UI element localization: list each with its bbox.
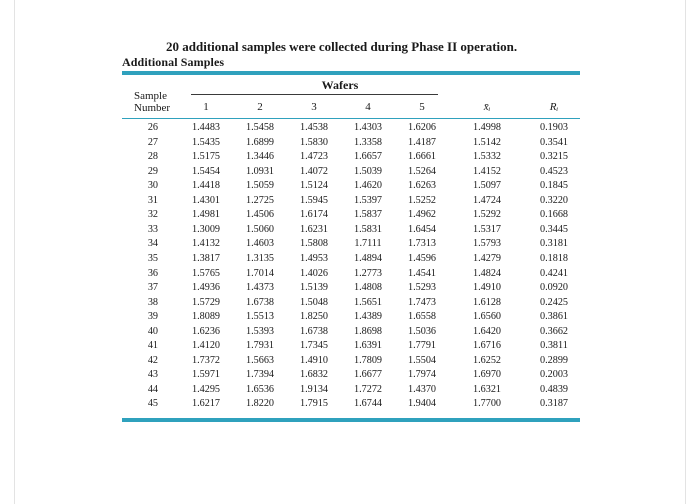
table-row (0, 398, 700, 412)
wafer-4-cell: 1.7809 (353, 354, 382, 366)
sample-range-cell: 0.4839 (539, 383, 568, 395)
wafer-5-cell: 1.7313 (407, 238, 436, 250)
wafer-4-cell: 1.7111 (354, 238, 382, 250)
wafer-2-cell: 1.7014 (245, 267, 274, 279)
wafer-3-cell: 1.4723 (299, 151, 328, 163)
wafer-4-cell: 1.4808 (353, 282, 382, 294)
wafer-2-cell: 1.4373 (245, 282, 274, 294)
sample-number-cell: 45 (147, 398, 158, 410)
sample-mean-cell: 1.5332 (472, 151, 501, 163)
sample-mean-cell: 1.6252 (472, 354, 501, 366)
sample-mean-cell: 1.6716 (472, 340, 501, 352)
wafer-5-cell: 1.4596 (407, 252, 436, 264)
wafer-5-cell: 1.5504 (407, 354, 436, 366)
wafer-3-cell: 1.9134 (299, 383, 328, 395)
sample-number-cell: 29 (147, 165, 158, 177)
table-row (0, 282, 700, 296)
table-row (0, 137, 700, 151)
wafer-3-cell: 1.4026 (299, 267, 328, 279)
wafer-1-cell: 1.5175 (191, 151, 220, 163)
wafer-5-cell: 1.7791 (407, 340, 436, 352)
wafer-2-cell: 1.4506 (245, 209, 274, 221)
sample-range-cell: 0.3445 (539, 223, 568, 235)
wafer-2-cell: 1.6536 (245, 383, 274, 395)
wafer-5-cell: 1.4962 (407, 209, 436, 221)
wafer-1-cell: 1.3817 (191, 252, 220, 264)
wafer-1-cell: 1.7372 (191, 354, 220, 366)
table-row (0, 224, 700, 238)
sample-header-line2: Number (134, 102, 171, 114)
wafer-5-cell: 1.6558 (407, 311, 436, 323)
wafer-5-cell: 1.5036 (407, 325, 436, 337)
wafer-2-cell: 1.8220 (245, 398, 274, 410)
sample-number-cell: 33 (147, 223, 158, 235)
sample-mean-cell: 1.4824 (472, 267, 501, 279)
sample-mean-cell: 1.5317 (472, 223, 501, 235)
table-row (0, 238, 700, 252)
wafer-3-cell: 1.5139 (299, 282, 328, 294)
wafer-1-cell: 1.4936 (191, 282, 220, 294)
table-row (0, 369, 700, 383)
sample-mean-cell: 1.7700 (472, 398, 501, 410)
sample-range-cell: 0.2425 (539, 296, 568, 308)
wafer-3-cell: 1.5048 (299, 296, 328, 308)
sample-number-cell: 36 (147, 267, 158, 279)
table-row (0, 209, 700, 223)
wafer-3-cell: 1.6832 (299, 369, 328, 381)
wafer-4-cell: 1.5397 (353, 194, 382, 206)
wafers-group-rule (191, 94, 438, 95)
column-header-sample-range: Rᵢ (549, 101, 559, 113)
wafer-2-cell: 1.5060 (245, 223, 274, 235)
wafer-1-cell: 1.4483 (191, 122, 220, 133)
sample-range-cell: 0.3811 (540, 340, 568, 352)
page-heading: 20 additional samples were collected during Phase II operation. (166, 39, 518, 54)
wafer-1-cell: 1.8089 (191, 311, 220, 323)
wafer-5-cell: 1.5293 (407, 282, 436, 294)
wafer-5-cell: 1.9404 (407, 398, 436, 410)
sample-number-cell: 43 (147, 369, 158, 381)
wafer-1-cell: 1.6236 (191, 325, 220, 337)
sample-number-cell: 31 (147, 194, 158, 206)
table-row (0, 355, 700, 369)
wafer-2-cell: 1.5458 (245, 122, 274, 133)
table-row (0, 253, 700, 267)
wafer-3-cell: 1.6738 (299, 325, 328, 337)
wafer-5-cell: 1.4370 (407, 383, 436, 395)
table-row (0, 268, 700, 282)
wafer-1-cell: 1.4295 (191, 383, 220, 395)
sample-mean-cell: 1.5142 (472, 136, 501, 148)
wafer-2-cell: 1.5059 (245, 180, 274, 192)
wafer-4-cell: 1.5039 (353, 165, 382, 177)
sample-number-cell: 39 (147, 311, 158, 323)
wafer-4-cell: 1.2773 (353, 267, 382, 279)
table-row (0, 340, 700, 354)
wafer-4-cell: 1.6677 (353, 369, 382, 381)
table-row (0, 180, 700, 194)
sample-range-cell: 0.2003 (539, 369, 568, 381)
sample-range-cell: 0.4523 (539, 165, 568, 177)
wafer-1-cell: 1.4301 (191, 194, 220, 206)
wafer-4-cell: 1.8698 (353, 325, 382, 337)
wafer-5-cell: 1.5264 (407, 165, 436, 177)
wafer-4-cell: 1.4303 (353, 122, 382, 133)
wafer-4-cell: 1.4894 (353, 252, 382, 264)
sample-number-cell: 35 (147, 252, 158, 264)
wafer-4-cell: 1.6744 (353, 398, 382, 410)
sample-mean-cell: 1.5793 (472, 238, 501, 250)
wafer-2-cell: 1.5513 (245, 311, 274, 323)
table-caption: Additional Samples (122, 55, 225, 69)
wafer-1-cell: 1.6217 (191, 398, 220, 410)
table-row (0, 166, 700, 180)
sample-range-cell: 0.0920 (539, 282, 568, 294)
sample-number-cell: 27 (147, 136, 158, 148)
sample-mean-cell: 1.5097 (472, 180, 501, 192)
column-header-wafer-4: 4 (365, 101, 371, 113)
sample-number-cell: 26 (147, 122, 158, 133)
sample-range-cell: 0.3541 (539, 136, 568, 148)
wafer-2-cell: 1.0931 (245, 165, 274, 177)
wafer-3-cell: 1.5830 (299, 136, 328, 148)
sample-range-cell: 0.3187 (539, 398, 568, 410)
table-row (0, 326, 700, 340)
column-header-wafer-2: 2 (257, 101, 263, 113)
wafer-2-cell: 1.4603 (245, 238, 274, 250)
wafer-2-cell: 1.3446 (245, 151, 274, 163)
wafer-5-cell: 1.5252 (407, 194, 436, 206)
column-header-wafer-1: 1 (203, 101, 209, 113)
table-row (0, 151, 700, 165)
sample-range-cell: 0.1903 (539, 122, 568, 133)
sample-number-cell: 44 (147, 383, 158, 395)
sample-mean-cell: 1.4998 (472, 122, 501, 133)
wafer-1-cell: 1.5765 (191, 267, 220, 279)
header-bottom-rule (122, 118, 580, 119)
wafer-2-cell: 1.7394 (245, 369, 274, 381)
wafer-4-cell: 1.6391 (353, 340, 382, 352)
sample-mean-cell: 1.5292 (472, 209, 501, 221)
sample-range-cell: 0.3662 (539, 325, 568, 337)
sample-mean-cell: 1.6321 (472, 383, 501, 395)
wafer-5-cell: 1.7974 (407, 369, 436, 381)
wafer-1-cell: 1.5435 (191, 136, 220, 148)
wafer-1-cell: 1.4418 (191, 180, 220, 192)
sample-range-cell: 0.1668 (539, 209, 568, 221)
sample-range-cell: 0.4241 (539, 267, 568, 279)
table-top-rule (122, 71, 580, 75)
wafer-2-cell: 1.6899 (245, 136, 274, 148)
wafer-2-cell: 1.6738 (245, 296, 274, 308)
wafer-3-cell: 1.4538 (299, 122, 328, 133)
sample-number-cell: 41 (147, 340, 158, 352)
wafer-3-cell: 1.7345 (299, 340, 328, 352)
wafer-3-cell: 1.6174 (299, 209, 328, 221)
sample-mean-cell: 1.4910 (472, 282, 501, 294)
wafer-4-cell: 1.4620 (353, 180, 382, 192)
wafer-3-cell: 1.4072 (299, 165, 328, 177)
table-bottom-rule (122, 418, 580, 422)
wafer-5-cell: 1.6661 (407, 151, 436, 163)
wafer-4-cell: 1.5837 (353, 209, 382, 221)
wafer-1-cell: 1.4981 (191, 209, 220, 221)
sample-mean-cell: 1.4152 (472, 165, 501, 177)
sample-range-cell: 0.2899 (539, 354, 568, 366)
wafer-1-cell: 1.3009 (191, 223, 220, 235)
sample-number-cell: 40 (147, 325, 158, 337)
sample-mean-cell: 1.6128 (472, 296, 501, 308)
wafer-5-cell: 1.6206 (407, 122, 436, 133)
wafer-1-cell: 1.4120 (191, 340, 220, 352)
wafer-1-cell: 1.5971 (191, 369, 220, 381)
table-row (0, 311, 700, 325)
sample-header-line1: Sample (134, 90, 167, 102)
wafer-5-cell: 1.6454 (407, 223, 436, 235)
wafer-5-cell: 1.7473 (407, 296, 436, 308)
sample-range-cell: 0.3215 (539, 151, 568, 163)
wafer-5-cell: 1.4187 (407, 136, 436, 148)
wafer-4-cell: 1.4389 (353, 311, 382, 323)
wafer-1-cell: 1.5454 (191, 165, 220, 177)
wafer-4-cell: 1.5651 (353, 296, 382, 308)
sample-number-cell: 42 (147, 354, 158, 366)
sample-range-cell: 0.1845 (539, 180, 568, 192)
wafer-3-cell: 1.5124 (299, 180, 328, 192)
sample-mean-cell: 1.4279 (472, 252, 501, 264)
column-header-wafer-3: 3 (311, 101, 317, 113)
sample-number-cell: 34 (147, 238, 158, 250)
wafer-4-cell: 1.5831 (353, 223, 382, 235)
wafer-2-cell: 1.5663 (245, 354, 274, 366)
sample-mean-cell: 1.6420 (472, 325, 501, 337)
sample-range-cell: 0.3861 (539, 311, 568, 323)
wafer-5-cell: 1.4541 (407, 267, 436, 279)
wafer-3-cell: 1.7915 (299, 398, 328, 410)
wafer-1-cell: 1.4132 (191, 238, 220, 250)
wafer-3-cell: 1.8250 (299, 311, 328, 323)
table-row (0, 122, 700, 136)
sample-number-cell: 30 (147, 180, 158, 192)
wafer-2-cell: 1.3135 (245, 252, 274, 264)
sample-number-cell: 38 (147, 296, 158, 308)
wafer-4-cell: 1.3358 (353, 136, 382, 148)
column-header-wafer-5: 5 (419, 101, 425, 113)
column-header-sample-mean: x̄ᵢ (483, 101, 491, 113)
table-row (0, 384, 700, 398)
sample-mean-cell: 1.6560 (472, 311, 501, 323)
wafer-3-cell: 1.5945 (299, 194, 328, 206)
table-row (0, 195, 700, 209)
sample-number-cell: 32 (147, 209, 158, 221)
sample-mean-cell: 1.4724 (472, 194, 501, 206)
sample-number-cell: 37 (147, 282, 158, 294)
wafers-group-header: Wafers (321, 78, 359, 92)
sample-range-cell: 0.1818 (539, 252, 568, 264)
wafer-3-cell: 1.4953 (299, 252, 328, 264)
wafer-3-cell: 1.5808 (299, 238, 328, 250)
wafer-2-cell: 1.7931 (245, 340, 274, 352)
sample-range-cell: 0.3181 (539, 238, 568, 250)
table-row (0, 297, 700, 311)
sample-number-header (134, 90, 170, 114)
sample-mean-cell: 1.6970 (472, 369, 501, 381)
wafer-2-cell: 1.5393 (245, 325, 274, 337)
wafer-3-cell: 1.4910 (299, 354, 328, 366)
sample-number-cell: 28 (147, 151, 158, 163)
wafer-1-cell: 1.5729 (191, 296, 220, 308)
sample-range-cell: 0.3220 (539, 194, 568, 206)
wafer-3-cell: 1.6231 (299, 223, 328, 235)
wafer-4-cell: 1.7272 (353, 383, 382, 395)
wafer-4-cell: 1.6657 (353, 151, 382, 163)
wafer-5-cell: 1.6263 (407, 180, 436, 192)
wafer-2-cell: 1.2725 (245, 194, 274, 206)
